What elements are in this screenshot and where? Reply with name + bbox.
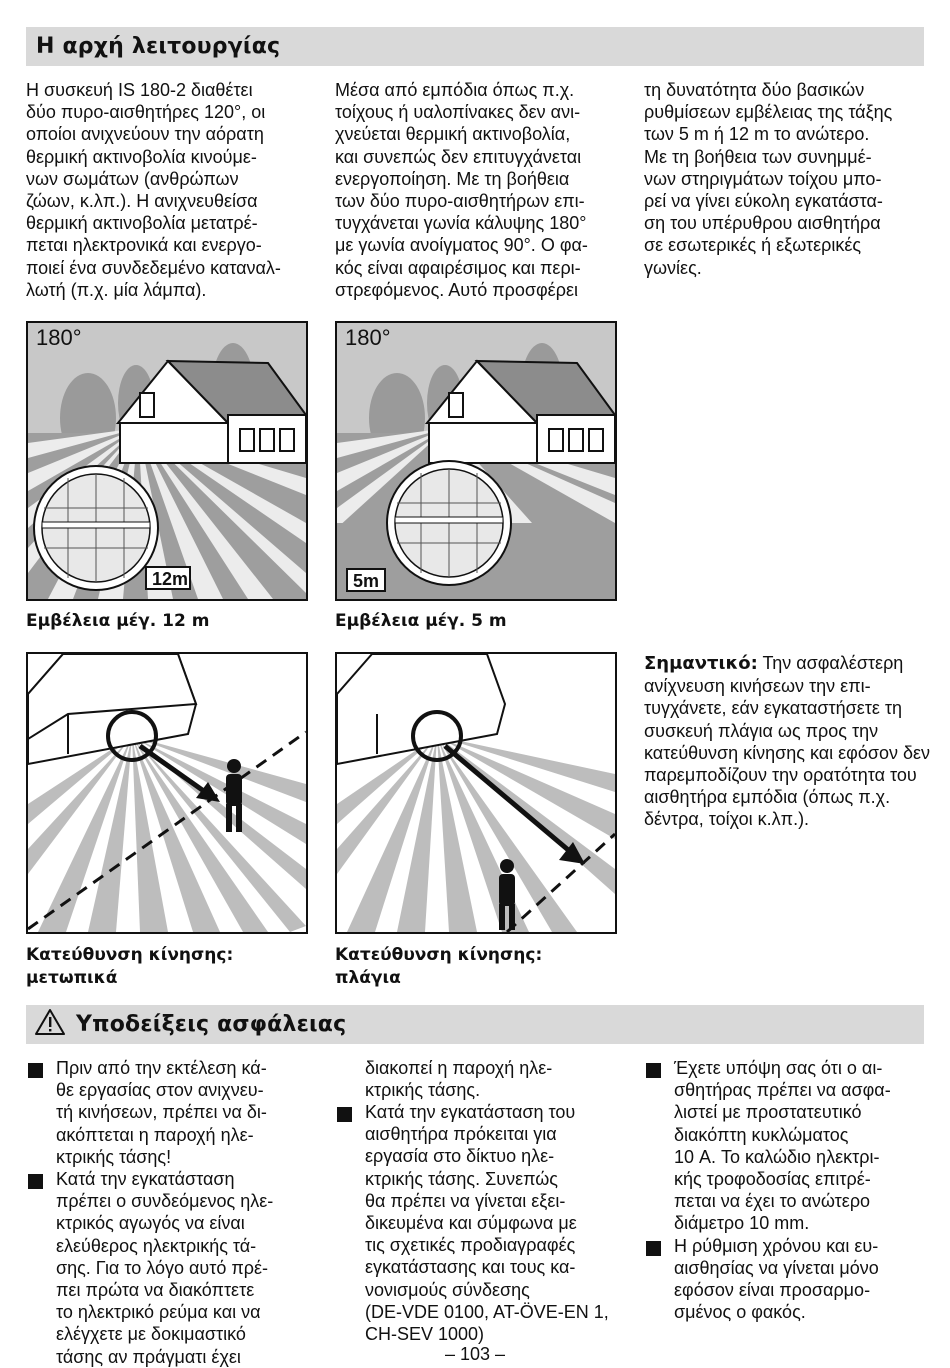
principle-text-col3: τη δυνατότητα δύο βασικών ρυθμίσεων εμβέλειας της τάξης των 5 m ή 12 m το ανώτερο. Με τη βοήθεια των συνημμέ- νων στηριγμάτων τοίχου μπο- ρεί να γίνει εύκολη εγκατάστα- ση του υπέρυθρου αισθητήρα σε εσωτερικές ή εξωτερικές γωνίες. (644, 80, 893, 278)
list-item-text: Έχετε υπόψη σας ότι ο αι- σθητήρας πρέπει να ασφα- λιστεί με προστατευτικό διακόπτη κυκλώματος 10 A. Το καλώδιο ηλεκτρι- κής τροφοδοσίας επιτρέ- πεται να έχει το ανώτερο διάμετρο 10 mm. (674, 1058, 891, 1234)
safety-list-col1 (26, 1057, 316, 1368)
principle-text-col2: Μέσα από εμπόδια όπως π.χ. τοίχους ή υαλοπίνακες δεν ανι- χνεύεται θερμική ακτινοβολία, και συνεπώς δεν επιτυγχάνεται ενεργοποίηση. Με τη βοήθεια των δύο πυρο-αισθητήρων επι- τυγχάνεται γωνία κάλυψης 180° με γωνία ανοίγματος 90°. Ο φα- κός είναι αφαιρέσιμος και περι- στρεφόμενος. Αυτό προσφέρει (335, 80, 588, 300)
bullet-square-icon (28, 1063, 43, 1078)
list-item-text: Η ρύθμιση χρόνου και ευ- αισθησίας να γίνεται μόνο εφόσον είναι προσαρμο- σμένος ο φακός. (674, 1235, 879, 1323)
page-number: – 103 – (444, 1344, 506, 1364)
list-item (644, 1235, 934, 1324)
fig1-angle-label: 180° (36, 325, 82, 350)
bullet-square-icon (646, 1241, 661, 1256)
list-item-text: Πριν από την εκτέλεση κά- θε εργασίας στον ανιχνευ- τή κινήσεων, πρέπει να δι- ακόπτεται η παροχή ηλε- κτρικής τάσης! (56, 1058, 267, 1167)
safety-heading-bar (26, 1005, 924, 1044)
safety-list-col2 (335, 1101, 625, 1345)
range-12m-illustration (26, 321, 308, 601)
list-item-text: Κατά την εγκατάσταση του αισθητήρα πρόκειται για εργασία στο δίκτυο ηλε- κτρικής τάσης. Συνεπώς θα πρέπει να γίνεται εξει- δικευμένα και σύμφωνα με τις σχετικές προδιαγραφές εγκατάστασης και τους κα- νονισμούς σύνδεσης (DE-VDE 0100, AT-ÖVE-EN 1, CH-SEV 1000) (365, 1102, 609, 1345)
important-label: Σημαντικό: (644, 653, 758, 674)
list-item (26, 1057, 316, 1168)
bullet-square-icon (28, 1174, 43, 1189)
warning-triangle-icon (34, 1008, 66, 1041)
important-text: Την ασφαλέστερη ανίχνευση κινήσεων την επι-τυγχάνετε, εάν εγκαταστήσετε τη συσκευή πλάγια ως προς την κατεύθυνση κίνησης και εφόσον δεν παρεμποδίζουν την ορατότητα του αισθητήρα εμπόδια (όπως π.χ. δέντρα, τοίχοι κ.λπ.). (644, 653, 931, 830)
range-5m-illustration (335, 321, 617, 601)
safety-col2-continuation: διακοπεί η παροχή ηλε- κτρικής τάσης. (365, 1058, 553, 1101)
principle-text-col1: Η συσκευή IS 180-2 διαθέτει δύο πυρο-αισθητήρες 120°, οι οποίοι ανιχνεύουν την αόρατη θερμική ακτινοβολία κινούμε- νων σωμάτων (ανθρώπων ζώων, κ.λπ.). Η ανιχνευθείσα θερμική ακτινοβολία μετατρέ- πεται ηλεκτρονικά και ενεργο- ποιεί ένα συνδεδεμένο καταναλ- λωτή (π.χ. μία λάμπα). (26, 80, 281, 300)
principle-heading: Η αρχή λειτουργίας (36, 34, 281, 59)
lateral-movement-illustration (335, 652, 617, 934)
safety-list-col3 (644, 1057, 934, 1323)
fig2-range-label: 5m (353, 571, 380, 591)
principle-heading-bar (26, 27, 924, 66)
list-item (644, 1057, 934, 1235)
list-item (335, 1101, 625, 1345)
list-item (26, 1168, 316, 1368)
fig3-caption: Κατεύθυνση κίνησης: μετωπικά (26, 945, 234, 988)
fig1-range-label: 12m (152, 569, 189, 589)
frontal-movement-illustration (26, 652, 308, 934)
bullet-square-icon (646, 1063, 661, 1078)
list-item-text: Κατά την εγκατάσταση πρέπει ο συνδεόμενος ηλε- κτρικός αγωγός να είναι ελεύθερος ηλεκτρικής τά- σης. Για το λόγο αυτό πρέ- πει πρώτα να διακόπτετε το ηλεκτρικό ρεύμα και να ελέγχετε με δοκιμαστικό τάσης αν πράγματι έχει (56, 1169, 274, 1367)
fig1-caption: Εμβέλεια μέγ. 12 m (26, 611, 210, 631)
fig4-caption: Κατεύθυνση κίνησης: πλάγια (335, 945, 543, 988)
fig2-angle-label: 180° (345, 325, 391, 350)
fig2-caption: Εμβέλεια μέγ. 5 m (335, 611, 507, 631)
important-note (644, 652, 930, 831)
bullet-square-icon (337, 1107, 352, 1122)
safety-heading: Υποδείξεις ασφάλειας (76, 1012, 347, 1037)
